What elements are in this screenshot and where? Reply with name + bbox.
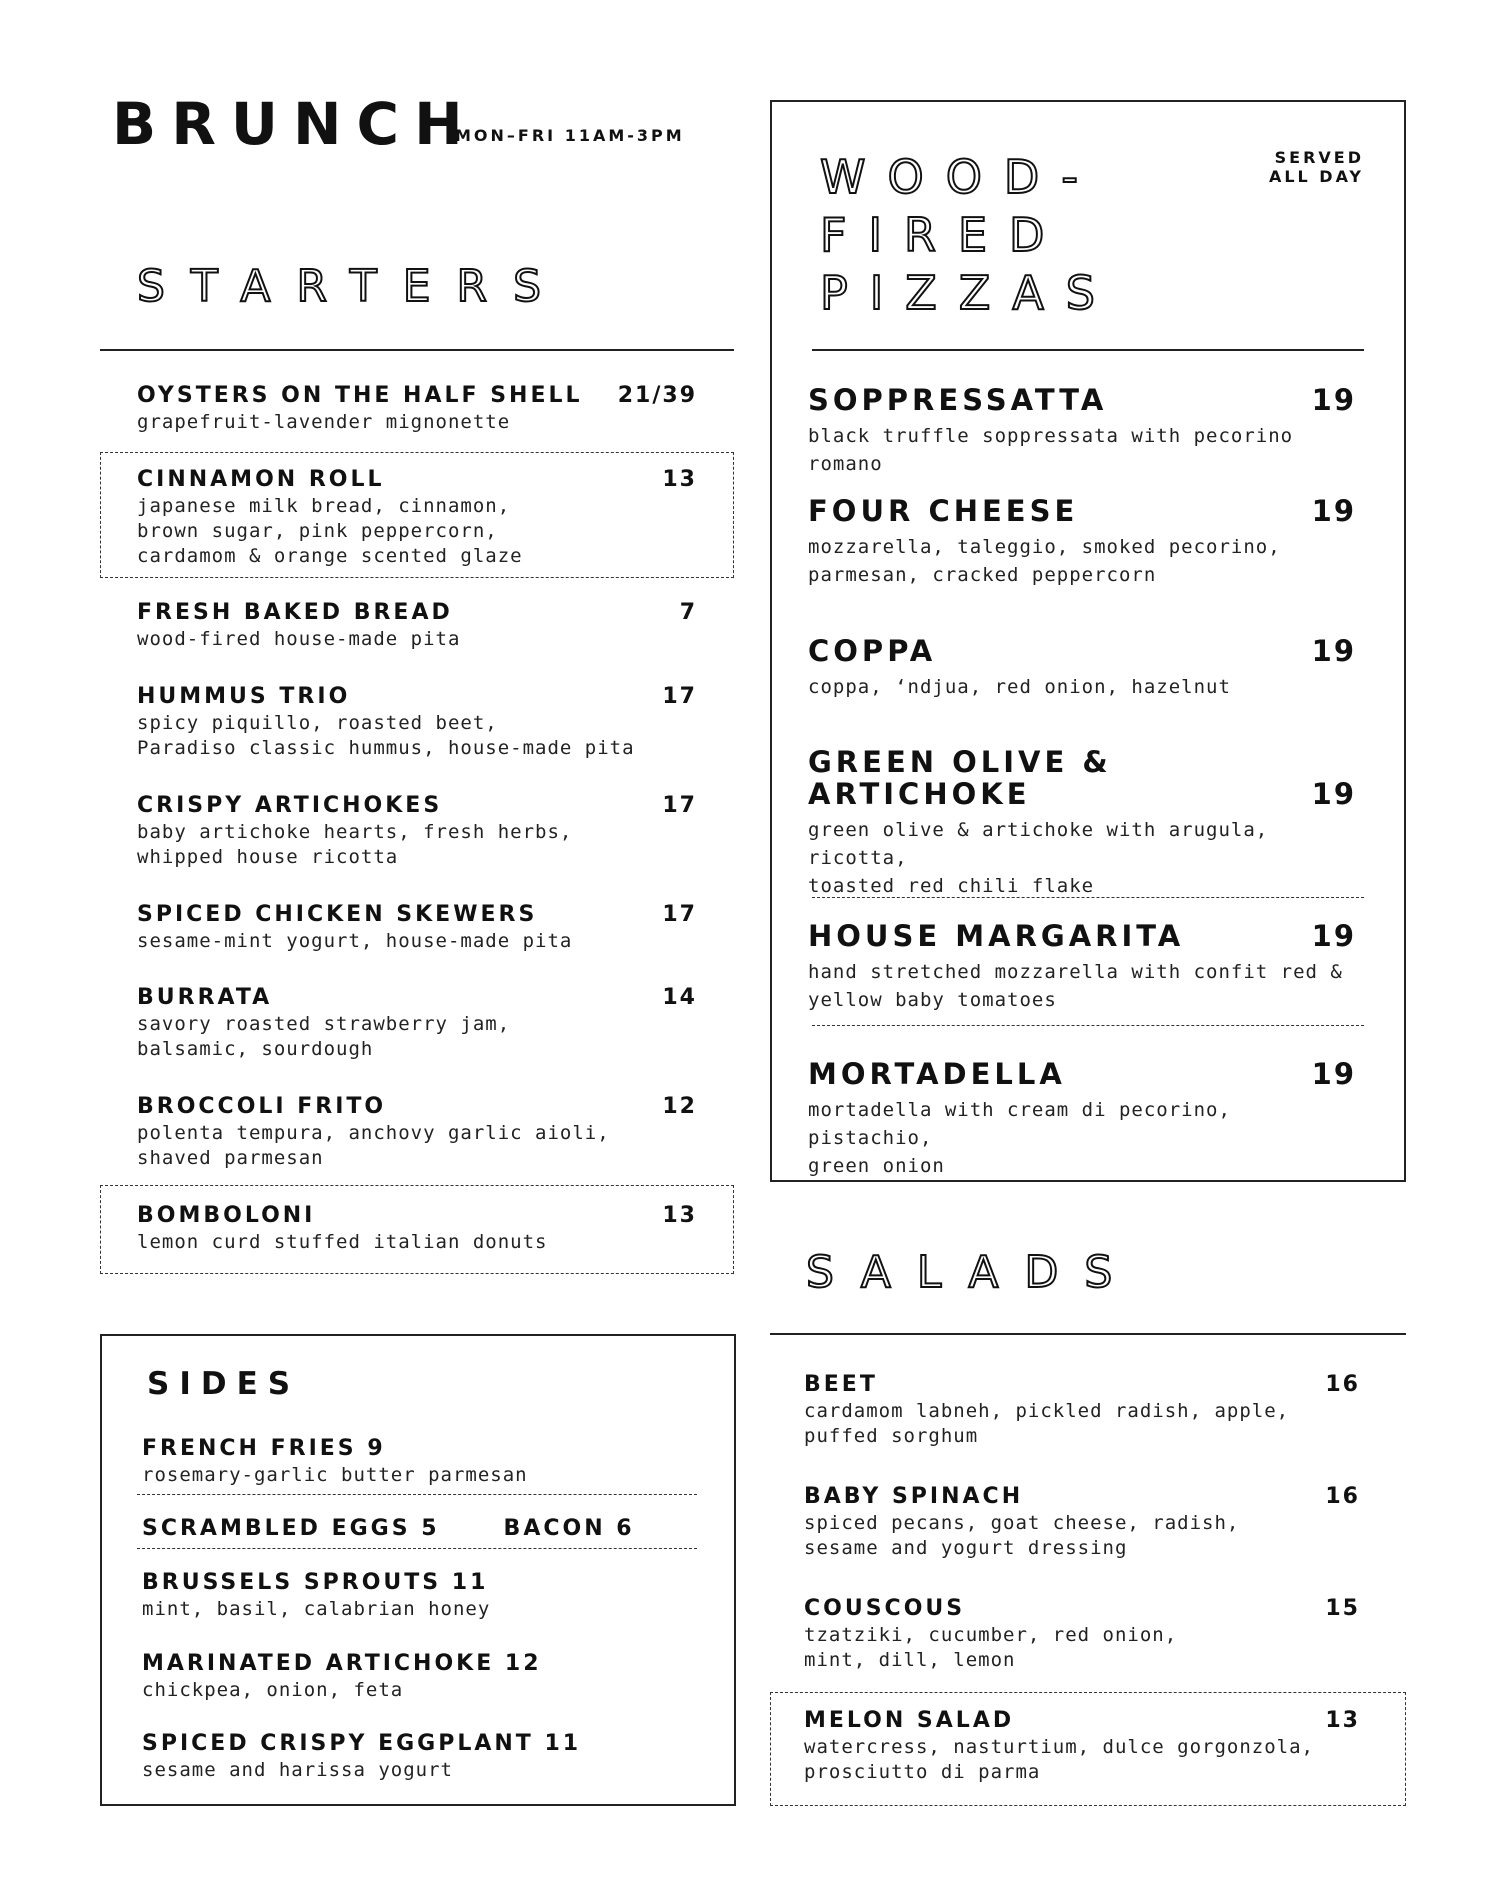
- side-description: [142, 1597, 702, 1622]
- salad-description: [804, 1511, 1360, 1561]
- starter-item: [137, 1203, 697, 1255]
- starter-row: [137, 600, 697, 625]
- salad-item: [804, 1372, 1360, 1449]
- salad-item: [804, 1596, 1360, 1673]
- starter-item: [137, 985, 697, 1062]
- pizza-description-line: mortadella with cream di pecorino, pistachio,: [808, 1099, 1231, 1149]
- starter-description-line: spicy piquillo, roasted beet,: [137, 712, 498, 734]
- salad-description: [804, 1623, 1360, 1673]
- starter-row: [137, 684, 697, 709]
- side-row: [142, 1731, 702, 1756]
- salads-divider: [770, 1333, 1406, 1335]
- side-description: [142, 1678, 702, 1703]
- starter-description-line: lemon curd stuffed italian donuts: [137, 1231, 548, 1253]
- starter-description-line: polenta tempura, anchovy garlic aioli,: [137, 1122, 610, 1144]
- salad-price: 16: [1325, 1372, 1360, 1397]
- salad-name: BABY SPINACH: [804, 1484, 1024, 1509]
- salad-price: 16: [1325, 1484, 1360, 1509]
- pizza-item: [808, 746, 1356, 900]
- starter-row: [137, 1094, 697, 1119]
- starter-name: SPICED CHICKEN SKEWERS: [137, 902, 538, 927]
- salad-description-line: mint, dill, lemon: [804, 1649, 1016, 1671]
- starter-item: [137, 467, 697, 569]
- starter-price: 17: [662, 902, 697, 927]
- salad-name: MELON SALAD: [804, 1708, 1015, 1733]
- starter-row: [137, 383, 697, 408]
- starter-description: [137, 820, 697, 870]
- starter-row: [137, 467, 697, 492]
- starter-price: 13: [662, 467, 697, 492]
- salad-row: [804, 1596, 1360, 1621]
- starter-description-line: cardamom & orange scented glaze: [137, 545, 523, 567]
- salad-description-line: prosciutto di parma: [804, 1761, 1041, 1783]
- starter-row: [137, 793, 697, 818]
- pizza-item: [808, 920, 1356, 1014]
- pizza-description-line: green olive & artichoke with arugula, ricotta,: [808, 819, 1269, 869]
- pizza-description-line: coppa, ‘ndjua, red onion, hazelnut: [808, 676, 1231, 698]
- salad-description-line: tzatziki, cucumber, red onion,: [804, 1624, 1178, 1646]
- pizza-price: 19: [1311, 494, 1356, 528]
- service-hours: MON–FRI 11AM-3PM: [455, 126, 685, 145]
- side-name: SPICED CRISPY EGGPLANT 11: [142, 1731, 582, 1756]
- starter-price: 17: [662, 684, 697, 709]
- served-all-day-note: [1269, 148, 1364, 186]
- pizza-name-line: COPPA: [808, 634, 937, 668]
- pizza-price: 19: [1311, 634, 1356, 668]
- salad-row: [804, 1484, 1360, 1509]
- sides-heading: SIDES: [147, 1366, 301, 1402]
- pizza-description-line: black truffle soppressata with pecorino romano: [808, 425, 1294, 475]
- starter-description: [137, 1012, 697, 1062]
- pizza-price: 19: [1311, 1057, 1356, 1091]
- pizza-description: [808, 422, 1356, 478]
- pizza-item: [808, 635, 1356, 701]
- starter-name: BROCCOLI FRITO: [137, 1094, 387, 1119]
- pizza-name: [808, 635, 936, 667]
- starter-description: [137, 410, 697, 435]
- starter-description-line: shaved parmesan: [137, 1147, 324, 1169]
- salad-description-line: watercress, nasturtium, dulce gorgonzola,: [804, 1736, 1314, 1758]
- pizza-description-line: parmesan, cracked peppercorn: [808, 564, 1157, 586]
- pizzas-divider: [812, 349, 1364, 351]
- side-name: MARINATED ARTICHOKE 12: [142, 1651, 542, 1676]
- starter-name: CRISPY ARTICHOKES: [137, 793, 443, 818]
- side-row: [142, 1436, 702, 1461]
- starters-heading: STARTERS: [137, 261, 568, 312]
- starter-description: [137, 929, 697, 954]
- starter-name: CINNAMON ROLL: [137, 467, 385, 492]
- pizzas-heading: [820, 148, 1117, 322]
- side-item: [142, 1436, 702, 1488]
- starter-price: 12: [662, 1094, 697, 1119]
- side-description-line: mint, basil, calabrian honey: [142, 1598, 491, 1620]
- pizzas-heading-line-1: WOOD-: [820, 150, 1100, 204]
- side-item: [142, 1516, 702, 1541]
- side-description: [142, 1758, 702, 1783]
- salad-description-line: sesame and yogurt dressing: [804, 1537, 1128, 1559]
- starter-description-line: savory roasted strawberry jam,: [137, 1013, 511, 1035]
- pizza-description: [808, 533, 1356, 589]
- starter-description-line: grapefruit-lavender mignonette: [137, 411, 511, 433]
- pizza-row: [808, 746, 1356, 810]
- pizza-item: [808, 495, 1356, 589]
- pizza-row: [808, 1058, 1356, 1090]
- starter-description-line: baby artichoke hearts, fresh herbs,: [137, 821, 573, 843]
- pizza-name-line: SOPPRESSATTA: [808, 383, 1108, 417]
- salad-description: [804, 1735, 1360, 1785]
- starter-description-line: brown sugar, pink peppercorn,: [137, 520, 498, 542]
- salad-item: [804, 1708, 1360, 1785]
- pizza-item: [808, 1058, 1356, 1180]
- salad-description-line: puffed sorghum: [804, 1425, 979, 1447]
- pizzas-heading-line-2: FIRED: [820, 208, 1067, 262]
- side-description-line: chickpea, onion, feta: [142, 1679, 404, 1701]
- salad-price: 13: [1325, 1708, 1360, 1733]
- starter-item: [137, 684, 697, 761]
- served-note-line-2: ALL DAY: [1268, 167, 1364, 186]
- pizza-name-line: MORTADELLA: [808, 1057, 1066, 1091]
- starter-name: OYSTERS ON THE HALF SHELL: [137, 383, 583, 408]
- salad-description: [804, 1399, 1360, 1449]
- pizza-name: [808, 384, 1107, 416]
- side-name: SCRAMBLED EGGS 5: [142, 1516, 440, 1541]
- salad-name: COUSCOUS: [804, 1596, 966, 1621]
- side-row: [142, 1516, 702, 1541]
- side-description-line: sesame and harissa yogurt: [142, 1759, 453, 1781]
- pizza-name-line: FOUR CHEESE: [808, 494, 1079, 528]
- starter-item: [137, 600, 697, 652]
- salads-heading: SALADS: [806, 1247, 1139, 1298]
- starter-item: [137, 902, 697, 954]
- starter-description-line: sesame-mint yogurt, house-made pita: [137, 930, 573, 952]
- starter-row: [137, 985, 697, 1010]
- side-name: FRENCH FRIES 9: [142, 1436, 386, 1461]
- starter-price: 14: [662, 985, 697, 1010]
- sides-dash-divider-1: [137, 1494, 697, 1495]
- salad-row: [804, 1372, 1360, 1397]
- starter-row: [137, 1203, 697, 1228]
- salad-row: [804, 1708, 1360, 1733]
- starter-description: [137, 1121, 697, 1171]
- starter-description-line: whipped house ricotta: [137, 846, 399, 868]
- starter-name: HUMMUS TRIO: [137, 684, 351, 709]
- side-description-line: rosemary-garlic butter parmesan: [142, 1464, 528, 1486]
- pizza-price: 19: [1311, 919, 1356, 953]
- pizza-item: [808, 384, 1356, 478]
- starter-description-line: wood-fired house-made pita: [137, 628, 461, 650]
- pizza-row: [808, 920, 1356, 952]
- sides-dash-divider-2: [137, 1548, 697, 1549]
- pizza-row: [808, 635, 1356, 667]
- served-note-line-1: SERVED: [1274, 148, 1364, 167]
- side-item: [142, 1651, 702, 1703]
- starter-price: 21/39: [617, 383, 697, 408]
- pizza-name-line: ARTICHOKE: [808, 777, 1031, 811]
- pizza-name: [808, 495, 1078, 527]
- side-row: [142, 1651, 702, 1676]
- starter-description: [137, 627, 697, 652]
- pizza-name-line: GREEN OLIVE &: [808, 745, 1112, 779]
- pizza-name-line: HOUSE MARGARITA: [808, 919, 1185, 953]
- starter-description-line: japanese milk bread, cinnamon,: [137, 495, 511, 517]
- pizza-price: 19: [1311, 777, 1356, 811]
- salad-price: 15: [1325, 1596, 1360, 1621]
- salad-description-line: spiced pecans, goat cheese, radish,: [804, 1512, 1240, 1534]
- starter-name: BURRATA: [137, 985, 273, 1010]
- pizza-description: [808, 673, 1356, 701]
- pizza-description-line: yellow baby tomatoes: [808, 989, 1057, 1011]
- starter-description-line: Paradiso classic hummus, house-made pita: [137, 737, 635, 759]
- pizzas-heading-line-3: PIZZAS: [820, 266, 1117, 320]
- side-item: [142, 1731, 702, 1783]
- pizza-row: [808, 384, 1356, 416]
- pizza-description-line: hand stretched mozzarella with confit red &: [808, 961, 1343, 983]
- pizza-description-line: mozzarella, taleggio, smoked pecorino,: [808, 536, 1281, 558]
- side-item: [142, 1570, 702, 1622]
- starter-price: 17: [662, 793, 697, 818]
- salad-item: [804, 1484, 1360, 1561]
- pizza-name: [808, 1058, 1066, 1090]
- side-name: BRUSSELS SPROUTS 11: [142, 1570, 489, 1595]
- starter-description: [137, 1230, 697, 1255]
- pizza-description-line: green onion: [808, 1155, 945, 1177]
- pizza-description: [808, 958, 1356, 1014]
- side-row: [142, 1570, 702, 1595]
- pizza-description: [808, 1096, 1356, 1180]
- page-title: BRUNCH: [112, 90, 478, 158]
- pizza-dash-divider-2: [812, 1025, 1364, 1026]
- starter-name: BOMBOLONI: [137, 1203, 316, 1228]
- starter-price: 7: [679, 600, 697, 625]
- salad-name: BEET: [804, 1372, 878, 1397]
- pizza-description-line: toasted red chili flake: [808, 875, 1095, 897]
- starter-price: 13: [662, 1203, 697, 1228]
- pizza-name: [808, 746, 1112, 810]
- pizza-row: [808, 495, 1356, 527]
- starter-item: [137, 1094, 697, 1171]
- salad-description-line: cardamom labneh, pickled radish, apple,: [804, 1400, 1290, 1422]
- pizza-name: [808, 920, 1184, 952]
- starter-name: FRESH BAKED BREAD: [137, 600, 453, 625]
- pizza-price: 19: [1311, 383, 1356, 417]
- side-description: [142, 1463, 702, 1488]
- starter-item: [137, 383, 697, 435]
- starter-description-line: balsamic, sourdough: [137, 1038, 374, 1060]
- starters-divider: [100, 349, 734, 351]
- pizza-description: [808, 816, 1356, 900]
- starter-row: [137, 902, 697, 927]
- side-name-secondary: BACON 6: [503, 1516, 635, 1541]
- starter-description: [137, 494, 697, 569]
- starter-description: [137, 711, 697, 761]
- starter-item: [137, 793, 697, 870]
